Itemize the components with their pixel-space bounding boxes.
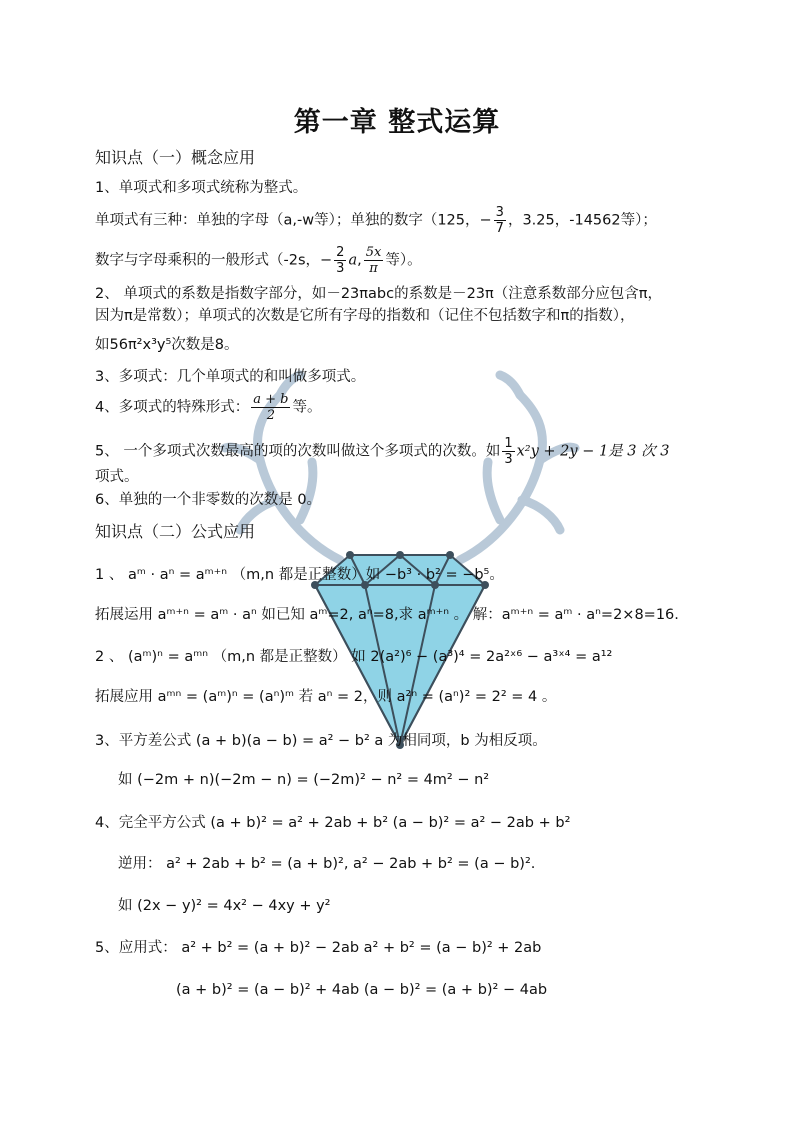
fraction-3-7: $\frac{3}{7}$ [495, 205, 504, 236]
concept-item-5-post: 等。 [292, 399, 322, 416]
formula-1: 1 、 aᵐ · aⁿ = aᵐ⁺ⁿ （m,n 都是正整数）如 −b³ · b² = −b⁵。 [95, 567, 504, 583]
fraction-1-3: $\frac{1}{3}$ [504, 436, 513, 467]
concept-item-1: 1、单项式和多项式统称为整式。 [95, 180, 308, 196]
formula-4-inverse: 逆用： a² + 2ab + b² = (a + b)², a² − 2ab + b² = (a − b)². [118, 856, 536, 872]
concept-item-2b-post: 等）。 [385, 252, 422, 269]
formula-3: 3、平方差公式 (a + b)(a − b) = a² − b² a 为相同项，b 为相反项。 [95, 733, 547, 749]
formula-3-example: 如 (−2m + n)(−2m − n) = (−2m)² − n² = 4m² − n² [118, 772, 490, 788]
formula-5: 5、应用式： a² + b² = (a + b)² − 2ab a² + b² = (a − b)² + 2ab [95, 940, 542, 956]
formula-4: 4、完全平方公式 (a + b)² = a² + 2ab + b² (a − b)² = a² − 2ab + b² [95, 815, 571, 831]
concept-item-5 [95, 392, 321, 423]
concept-item-7: 6、单独的一个非零数的次数是 0。 [95, 492, 322, 508]
concept-item-3c: 如56π²x³y⁵次数是8。 [95, 337, 239, 353]
concept-item-3a: 2、 单项式的系数是指数字部分，如－23πabc的系数是－23π（注意系数部分应包含π， [95, 286, 662, 302]
concept-item-2a: 单项式有三种：单独的字母（a,-w等）；单独的数字（125，− $\frac{3}{7}$ ，3.25，-14562等）； [95, 205, 657, 236]
fraction-2-3: $\frac{2}{3}$ [336, 245, 345, 276]
concept-item-3b: 因为π是常数）；单项式的次数是它所有字母的指数和（记住不包括数字和π的指数）， [95, 308, 635, 324]
concept-item-6b: 项式。 [95, 469, 139, 485]
fraction-5x-pi: $\frac{5x}{\pi}$ [365, 245, 382, 276]
formula-2: 2 、 (aᵐ)ⁿ = aᵐⁿ （m,n 都是正整数） 如 2(a²)⁶ − (a³)⁴ = 2a²ˣ⁶ − a³ˣ⁴ = a¹² [95, 649, 613, 665]
fraction-a-plus-b-over-2: $\frac{a + b}{2}$ [253, 392, 289, 423]
section-heading-concepts: 知识点（一）概念应用 [95, 148, 256, 167]
section-heading-formulas: 知识点（二）公式应用 [95, 522, 256, 541]
concept-item-2b-pre: 数字与字母乘积的一般形式（-2s， [95, 252, 321, 269]
concept-item-6-pre: 5、 一个多项式次数最高的项的次数叫做这个多项式的次数。如 [95, 443, 501, 460]
concept-item-5-pre: 4、多项式的特殊形式： [95, 399, 250, 416]
formula-5b: (a + b)² = (a − b)² + 4ab (a − b)² = (a + b)² − 4ab [176, 982, 548, 998]
formula-2-extension: 拓展应用 aᵐⁿ = (aᵐ)ⁿ = (aⁿ)ᵐ 若 aⁿ = 2，则 a²ⁿ = (aⁿ)² = 2² = 4 。 [95, 689, 557, 705]
page-title: 第一章 整式运算 [293, 107, 501, 138]
concept-item-6-post: x²y + 2y − 1是 3 次 3 [516, 443, 670, 460]
concept-item-2a-post: ，3.25，-14562等）； [507, 212, 657, 229]
concept-item-2b: 数字与字母乘积的一般形式（-2s，− $\frac{2}{3}$ a, $\frac{5x}{\pi}$ 等）。 [95, 245, 422, 276]
formula-4-example: 如 (2x − y)² = 4x² − 4xy + y² [118, 898, 331, 914]
concept-item-6 [95, 436, 669, 467]
formula-1-extension: 拓展运用 aᵐ⁺ⁿ = aᵐ · aⁿ 如已知 aᵐ=2, aⁿ=8,求 aᵐ⁺ⁿ 。 解：aᵐ⁺ⁿ = aᵐ · aⁿ=2×8=16. [95, 607, 679, 623]
concept-item-2a-pre: 单项式有三种：单独的字母（a,-w等）；单独的数字（125， [95, 212, 480, 229]
concept-item-4: 3、多项式：几个单项式的和叫做多项式。 [95, 369, 366, 385]
